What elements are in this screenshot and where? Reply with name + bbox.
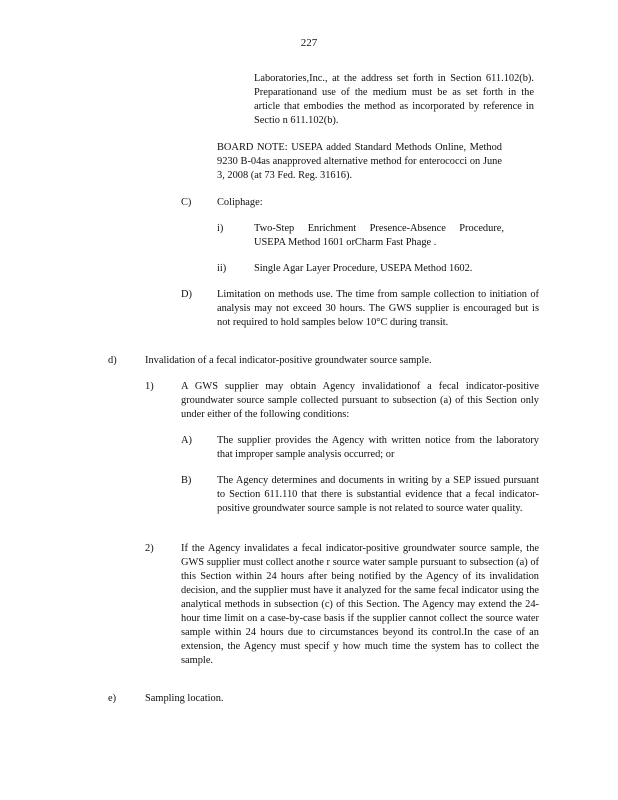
- item-2-label: 2): [145, 543, 154, 554]
- item-c-i-text: Two-Step Enrichment Presence-Absence Procedure, USEPA Method 1601 orCharm Fast Phage .: [254, 223, 504, 248]
- item-1-b-text: The Agency determines and documents in writing by a SEP issued pursuant to Section 611.110 that there is substantial evidence that a fecal indicator-positive groundwater source sample is not related to source water quality.: [217, 475, 539, 514]
- continued-paragraph: Laboratories,Inc., at the address set forth in Section 611.102(b). Preparationand use of the medium must be as set forth in the article that embodies the method as incorporated by reference in Sectio n 611.102(b).: [254, 73, 534, 126]
- section-e-title: Sampling location.: [145, 693, 224, 704]
- item-c-ii-text: Single Agar Layer Procedure, USEPA Method 1602.: [254, 263, 473, 274]
- item-c-title: Coliphage:: [217, 197, 263, 208]
- item-2-text: If the Agency invalidates a fecal indicator-positive groundwater source sample, the GWS supplier must collect anothe r source water sample pursuant to subsection (a) of this Section within 24 hours after being notified by the Agency of its invalidation decision, and the supplier must have it analyzed for the same fecal indicator using the analytical methods in subsection (c) of this Section. The Agency may extend the 24-hour time limit on a case-by-case basis if the supplier cannot collect the source water sample within 24 hours due to circumstances beyond its control.In the case of an extension, the Agency must specif y how much time the system has to collect the sample.: [181, 543, 539, 666]
- item-1-a-text: The supplier provides the Agency with written notice from the laboratory that improper sample analysis occurred; or: [217, 435, 539, 460]
- item-c-ii-label: ii): [217, 263, 227, 274]
- item-1-a-label: A): [181, 435, 192, 446]
- item-d-text: Limitation on methods use. The time from sample collection to initiation of analysis may not exceed 30 hours. The GWS supplier is encouraged but is not required to hold samples below 10°C during transit.: [217, 289, 539, 328]
- section-e-label: e): [108, 693, 117, 704]
- item-1-label: 1): [145, 381, 154, 392]
- item-c-label: C): [181, 197, 192, 208]
- section-d-label: d): [108, 355, 117, 366]
- item-1-b-label: B): [181, 475, 192, 486]
- item-d-label: D): [181, 289, 192, 300]
- item-c-i-label: i): [217, 223, 224, 234]
- item-1-text: A GWS supplier may obtain Agency invalidationof a fecal indicator-positive groundwater source sample collected pursuant to subsection (a) of this Section only under either of the following conditions:: [181, 381, 539, 420]
- board-note: BOARD NOTE: USEPA added Standard Methods Online, Method 9230 B-04as anapproved alternative method for enterococci on June 3, 2008 (at 73 Fed. Reg. 31616).: [217, 142, 502, 181]
- page-number: 227: [300, 37, 318, 49]
- section-d-title: Invalidation of a fecal indicator-positive groundwater source sample.: [145, 355, 432, 366]
